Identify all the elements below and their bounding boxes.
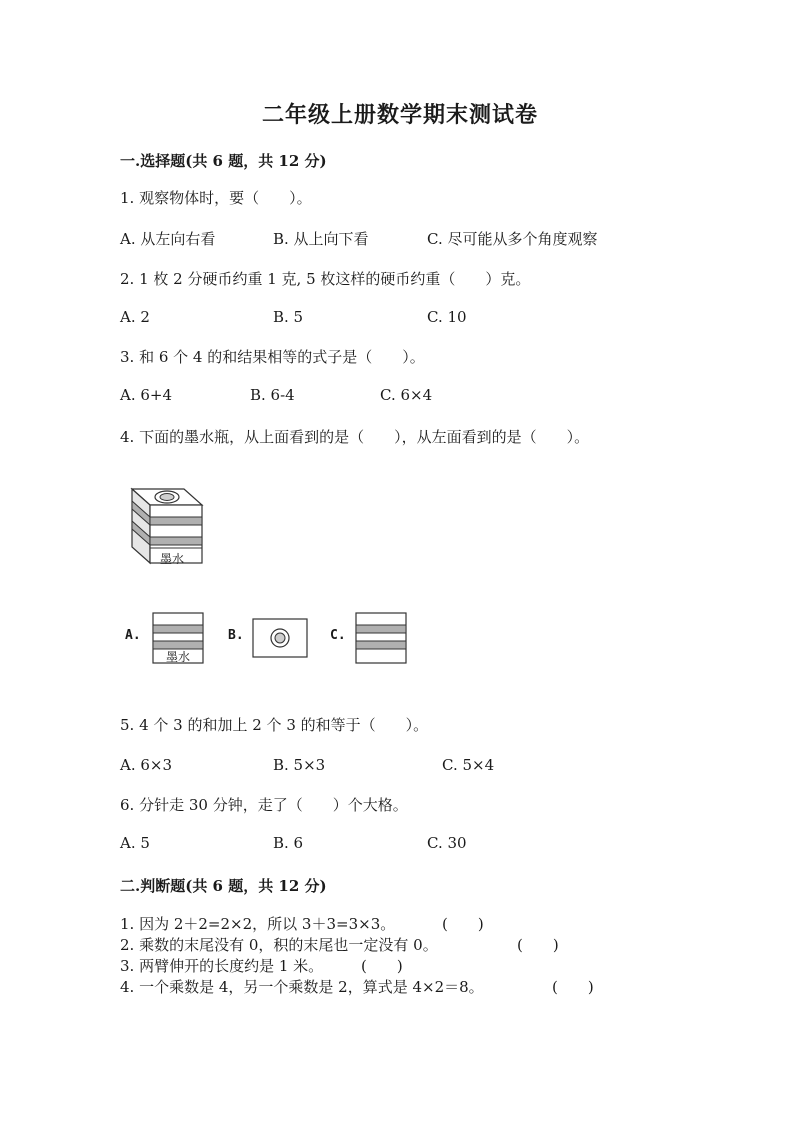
ink-bottle-label: 墨水 xyxy=(160,552,185,566)
judge-item-2-blank: ( ) xyxy=(517,936,559,954)
judge-item-1-blank: ( ) xyxy=(442,915,484,933)
q6-option-a: A. 5 xyxy=(120,834,150,852)
q5-option-a: A. 6×3 xyxy=(120,756,173,774)
q1-option-b: B. 从上向下看 xyxy=(273,230,369,248)
judge-item-4: 4. 一个乘数是 4，另一个乘数是 2，算式是 4×2＝8。 xyxy=(120,978,484,996)
view-option-b-figure xyxy=(252,618,308,658)
q2-option-b: B. 5 xyxy=(273,308,304,326)
question-1: 1. 观察物体时，要（ ）。 xyxy=(120,189,312,207)
q1-option-c: C. 尽可能从多个角度观察 xyxy=(427,230,598,248)
question-5: 5. 4 个 3 的和加上 2 个 3 的和等于（ ）。 xyxy=(120,716,429,734)
view-option-c-figure xyxy=(355,612,407,664)
section-heading-judge: 二.判断题(共 6 题，共 12 分) xyxy=(120,877,327,895)
question-2: 2. 1 枚 2 分硬币约重 1 克, 5 枚这样的硬币约重（ ）克。 xyxy=(120,270,531,288)
q1-option-a: A. 从左向右看 xyxy=(120,230,216,248)
judge-item-3: 3. 两臂伸开的长度约是 1 米。 xyxy=(120,957,324,975)
view-option-a-ink-label: 墨水 xyxy=(166,650,191,664)
q5-option-c: C. 5×4 xyxy=(442,756,495,774)
q2-option-c: C. 10 xyxy=(427,308,467,326)
question-3: 3. 和 6 个 4 的和结果相等的式子是（ ）。 xyxy=(120,348,425,366)
judge-item-4-blank: ( ) xyxy=(552,978,594,996)
q6-option-b: B. 6 xyxy=(273,834,304,852)
judge-item-3-blank: ( ) xyxy=(361,957,403,975)
q3-option-a: A. 6+4 xyxy=(120,386,173,404)
judge-item-2: 2. 乘数的末尾没有 0，积的末尾也一定没有 0。 xyxy=(120,936,438,954)
view-option-c-label: C. xyxy=(330,628,346,643)
question-6: 6. 分针走 30 分钟，走了（ ）个大格。 xyxy=(120,796,408,814)
q3-option-b: B. 6-4 xyxy=(250,386,295,404)
q3-option-c: C. 6×4 xyxy=(380,386,433,404)
view-option-a-label: A. xyxy=(125,628,141,643)
q6-option-c: C. 30 xyxy=(427,834,467,852)
page-title: 二年级上册数学期末测试卷 xyxy=(261,102,538,128)
q5-option-b: B. 5×3 xyxy=(273,756,326,774)
view-option-b-label: B. xyxy=(228,628,244,643)
question-4: 4. 下面的墨水瓶，从上面看到的是（ ），从左面看到的是（ ）。 xyxy=(120,428,590,446)
q2-option-a: A. 2 xyxy=(120,308,150,326)
section-heading-choice: 一.选择题(共 6 题，共 12 分) xyxy=(120,152,327,170)
judge-item-1: 1. 因为 2＋2=2×2，所以 3＋3=3×3。 xyxy=(120,915,396,933)
